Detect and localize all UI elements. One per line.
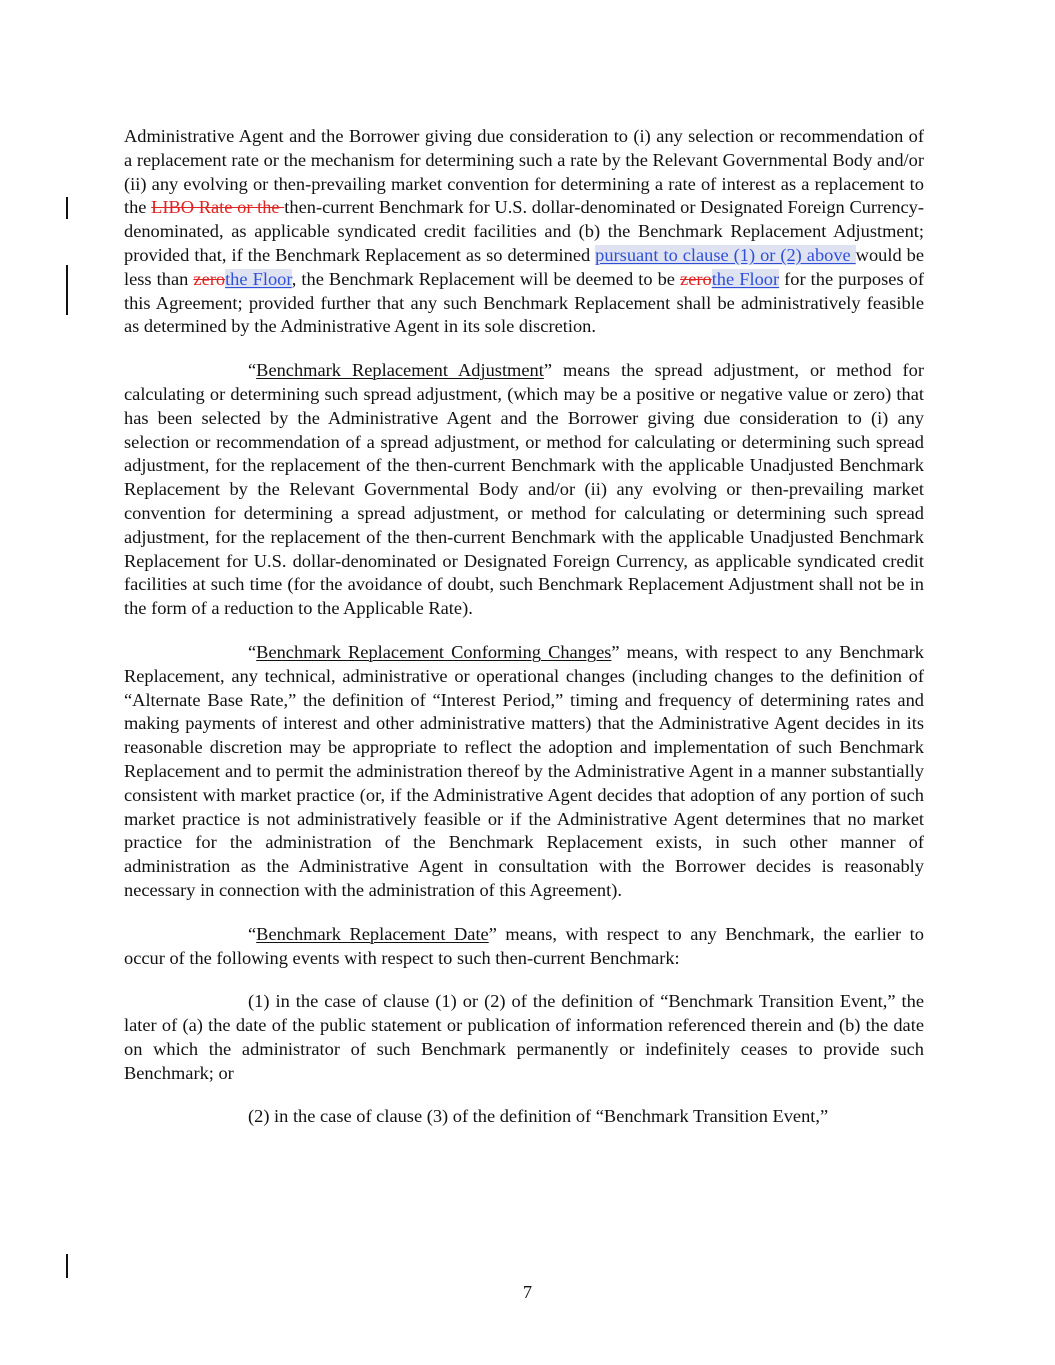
change-bar <box>66 265 68 315</box>
change-bar <box>66 197 68 219</box>
clause-1: (1) in the case of clause (1) or (2) of the definition of “Benchmark Transition Event,” the later of (a) the date of the public statement or publication of information referenced therein and (b) the date on which the administrator of such Benchmark permanently or indefinitely ceases to provide such Benchmark; or <box>124 991 924 1083</box>
defined-term: Benchmark Replacement Adjustment <box>256 360 544 381</box>
deleted-text: zero <box>193 268 226 289</box>
paragraph-benchmark-replacement-continued: Administrative Agent and the Borrower giving due consideration to (i) any selection or recommendation of a replacement rate or the mechanism for determining such a rate by the Relevant Governmental Body and/or (ii) any evolving or then-prevailing market convention for determining a rate of interest as a replacement to the LIBO Rate or the then-current Benchmark for U.S. dollar-denominated or Designated Foreign Currency-denominated, as applicable syndicated credit facilities and (b) the Benchmark Replacement Adjustment; provided that, if the Benchmark Replacement as so determined pursuant to clause (1) or (2) above would be less than zerothe Floor, the Benchmark Replacement will be deemed to be zerothe Floor for the purposes of this Agreement; provided further that any such Benchmark Replacement shall be administratively feasible as determined by the Administrative Agent in its sole discretion. <box>124 126 924 337</box>
inserted-text: pursuant to clause (1) or (2) above <box>595 244 856 265</box>
deleted-text: LIBO Rate or the <box>151 197 285 218</box>
defined-term: Benchmark Replacement Date <box>256 923 489 944</box>
definition-benchmark-replacement-conforming-changes: “Benchmark Replacement Conforming Changes” means, with respect to any Benchmark Replacement, any technical, administrative or operational changes (including changes to the definition of “Alternate Base Rate,” the definition of “Interest Period,” timing and frequency of determining rates and making payments of interest and other administrative matters) that the Administrative Agent decides in its reasonable discretion may be appropriate to reflect the adoption and implementation of such Benchmark Replacement and to permit the administration thereof by the Administrative Agent in a manner substantially consistent with market practice (or, if the Administrative Agent decides that adoption of any portion of such market practice is not administratively feasible or if the Administrative Agent determines that no market practice for the administration of the Benchmark Replacement exists, in such other manner of administration as the Administrative Agent in consultation with the Borrower decides is reasonably necessary in connection with the administration of this Agreement). <box>124 641 924 900</box>
inserted-text: the Floor <box>711 268 780 289</box>
inserted-text: the Floor <box>225 268 292 289</box>
document-page <box>124 125 924 1149</box>
definition-benchmark-replacement-date: “Benchmark Replacement Date” means, with respect to any Benchmark, the earlier to occur of the following events with respect to such then-current Benchmark: <box>124 923 924 968</box>
deleted-text: zero <box>680 268 712 289</box>
page-number: 7 <box>522 1282 533 1302</box>
change-bar <box>66 1254 68 1278</box>
defined-term: Benchmark Replacement Conforming Changes <box>256 641 612 662</box>
definition-benchmark-replacement-adjustment: “Benchmark Replacement Adjustment” means the spread adjustment, or method for calculating or determining such spread adjustment, (which may be a positive or negative value or zero) that has been selected by the Administrative Agent and the Borrower giving due consideration to (i) any selection or recommendation of a spread adjustment, or method for calculating or determining such spread adjustment, for the replacement of the then-current Benchmark with the applicable Unadjusted Benchmark Replacement by the Relevant Governmental Body and/or (ii) any evolving or then-prevailing market convention for determining a spread adjustment, or method for calculating or determining such spread adjustment, for the replacement of the then-current Benchmark with the applicable Unadjusted Benchmark Replacement for U.S. dollar-denominated or Designated Foreign Currency, as applicable syndicated credit facilities at such time (for the avoidance of doubt, such Benchmark Replacement Adjustment shall not be in the form of a reduction to the Applicable Rate). <box>124 360 924 619</box>
clause-2: (2) in the case of clause (3) of the definition of “Benchmark Transition Event,” <box>248 1106 829 1127</box>
